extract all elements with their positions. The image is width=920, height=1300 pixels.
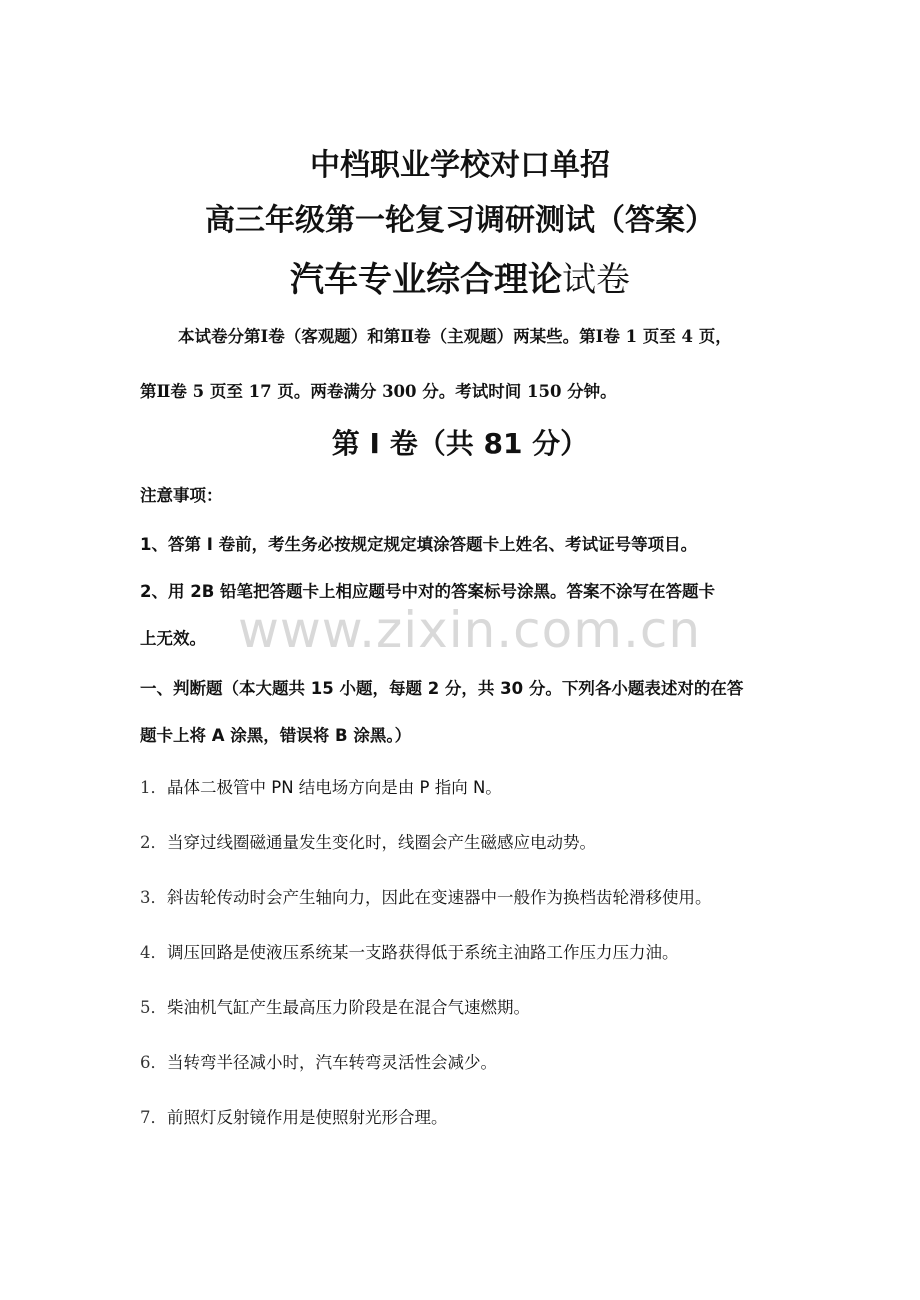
- question-number: 7．: [140, 1108, 167, 1127]
- question-text: 斜齿轮传动时会产生轴向力，因此在变速器中一般作为换档齿轮滑移使用。: [167, 888, 712, 907]
- paper-title-light: 试卷: [562, 260, 630, 300]
- watermark: www.zixin.com.cn: [238, 601, 702, 659]
- question-item: [140, 886, 712, 910]
- question-item: [140, 1106, 448, 1130]
- question-number: 1．: [140, 778, 167, 797]
- question-item: [140, 1051, 497, 1075]
- notice-item-2-line-2: 上无效。: [140, 629, 206, 648]
- exam-title: 高三年级第一轮复习调研测试（答案）: [205, 203, 715, 238]
- question-number: 3．: [140, 888, 167, 907]
- judgment-heading-line-2: 题卡上将 A 涂黑，错误将 B 涂黑。）: [140, 726, 412, 745]
- paper-title: [0, 258, 920, 302]
- question-text: 晶体二极管中 PN 结电场方向是由 P 指向 N。: [167, 778, 502, 797]
- question-number: 2．: [140, 833, 167, 852]
- notice-item-1: 1、答第 I 卷前，考生务必按规定规定填涂答题卡上姓名、考试证号等项目。: [140, 535, 698, 554]
- question-text: 调压回路是使液压系统某一支路获得低于系统主油路工作压力压力油。: [167, 943, 679, 962]
- intro-line-1: 本试卷分第Ⅰ卷（客观题）和第Ⅱ卷（主观题）两某些。第Ⅰ卷 1 页至 4 页，: [178, 327, 732, 346]
- paper-title-bold: 汽车专业综合理论: [290, 260, 562, 300]
- question-text: 前照灯反射镜作用是使照射光形合理。: [167, 1108, 448, 1127]
- question-number: 4．: [140, 943, 167, 962]
- question-item: [140, 831, 596, 855]
- notice-item-2-line-1: 2、用 2B 铅笔把答题卡上相应题号中对的答案标号涂黑。答案不涂写在答题卡: [140, 582, 716, 601]
- question-text: 当转弯半径减小时，汽车转弯灵活性会减少。: [167, 1053, 497, 1072]
- question-number: 6．: [140, 1053, 167, 1072]
- question-item: [140, 996, 530, 1020]
- question-text: 当穿过线圈磁通量发生变化时，线圈会产生磁感应电动势。: [167, 833, 596, 852]
- school-title: 中档职业学校对口单招: [310, 148, 610, 183]
- question-item: [140, 941, 679, 965]
- section-title: 第 I 卷（共 81 分）: [331, 427, 589, 460]
- notice-heading: 注意事项：: [140, 486, 223, 505]
- question-number: 5．: [140, 998, 167, 1017]
- question-text: 柴油机气缸产生最高压力阶段是在混合气速燃期。: [167, 998, 530, 1017]
- intro-line-2: 第Ⅱ卷 5 页至 17 页。两卷满分 300 分。考试时间 150 分钟。: [140, 382, 617, 401]
- question-item: [140, 776, 502, 800]
- judgment-heading-line-1: 一、判断题（本大题共 15 小题，每题 2 分，共 30 分。下列各小题表述对的在答: [140, 679, 744, 698]
